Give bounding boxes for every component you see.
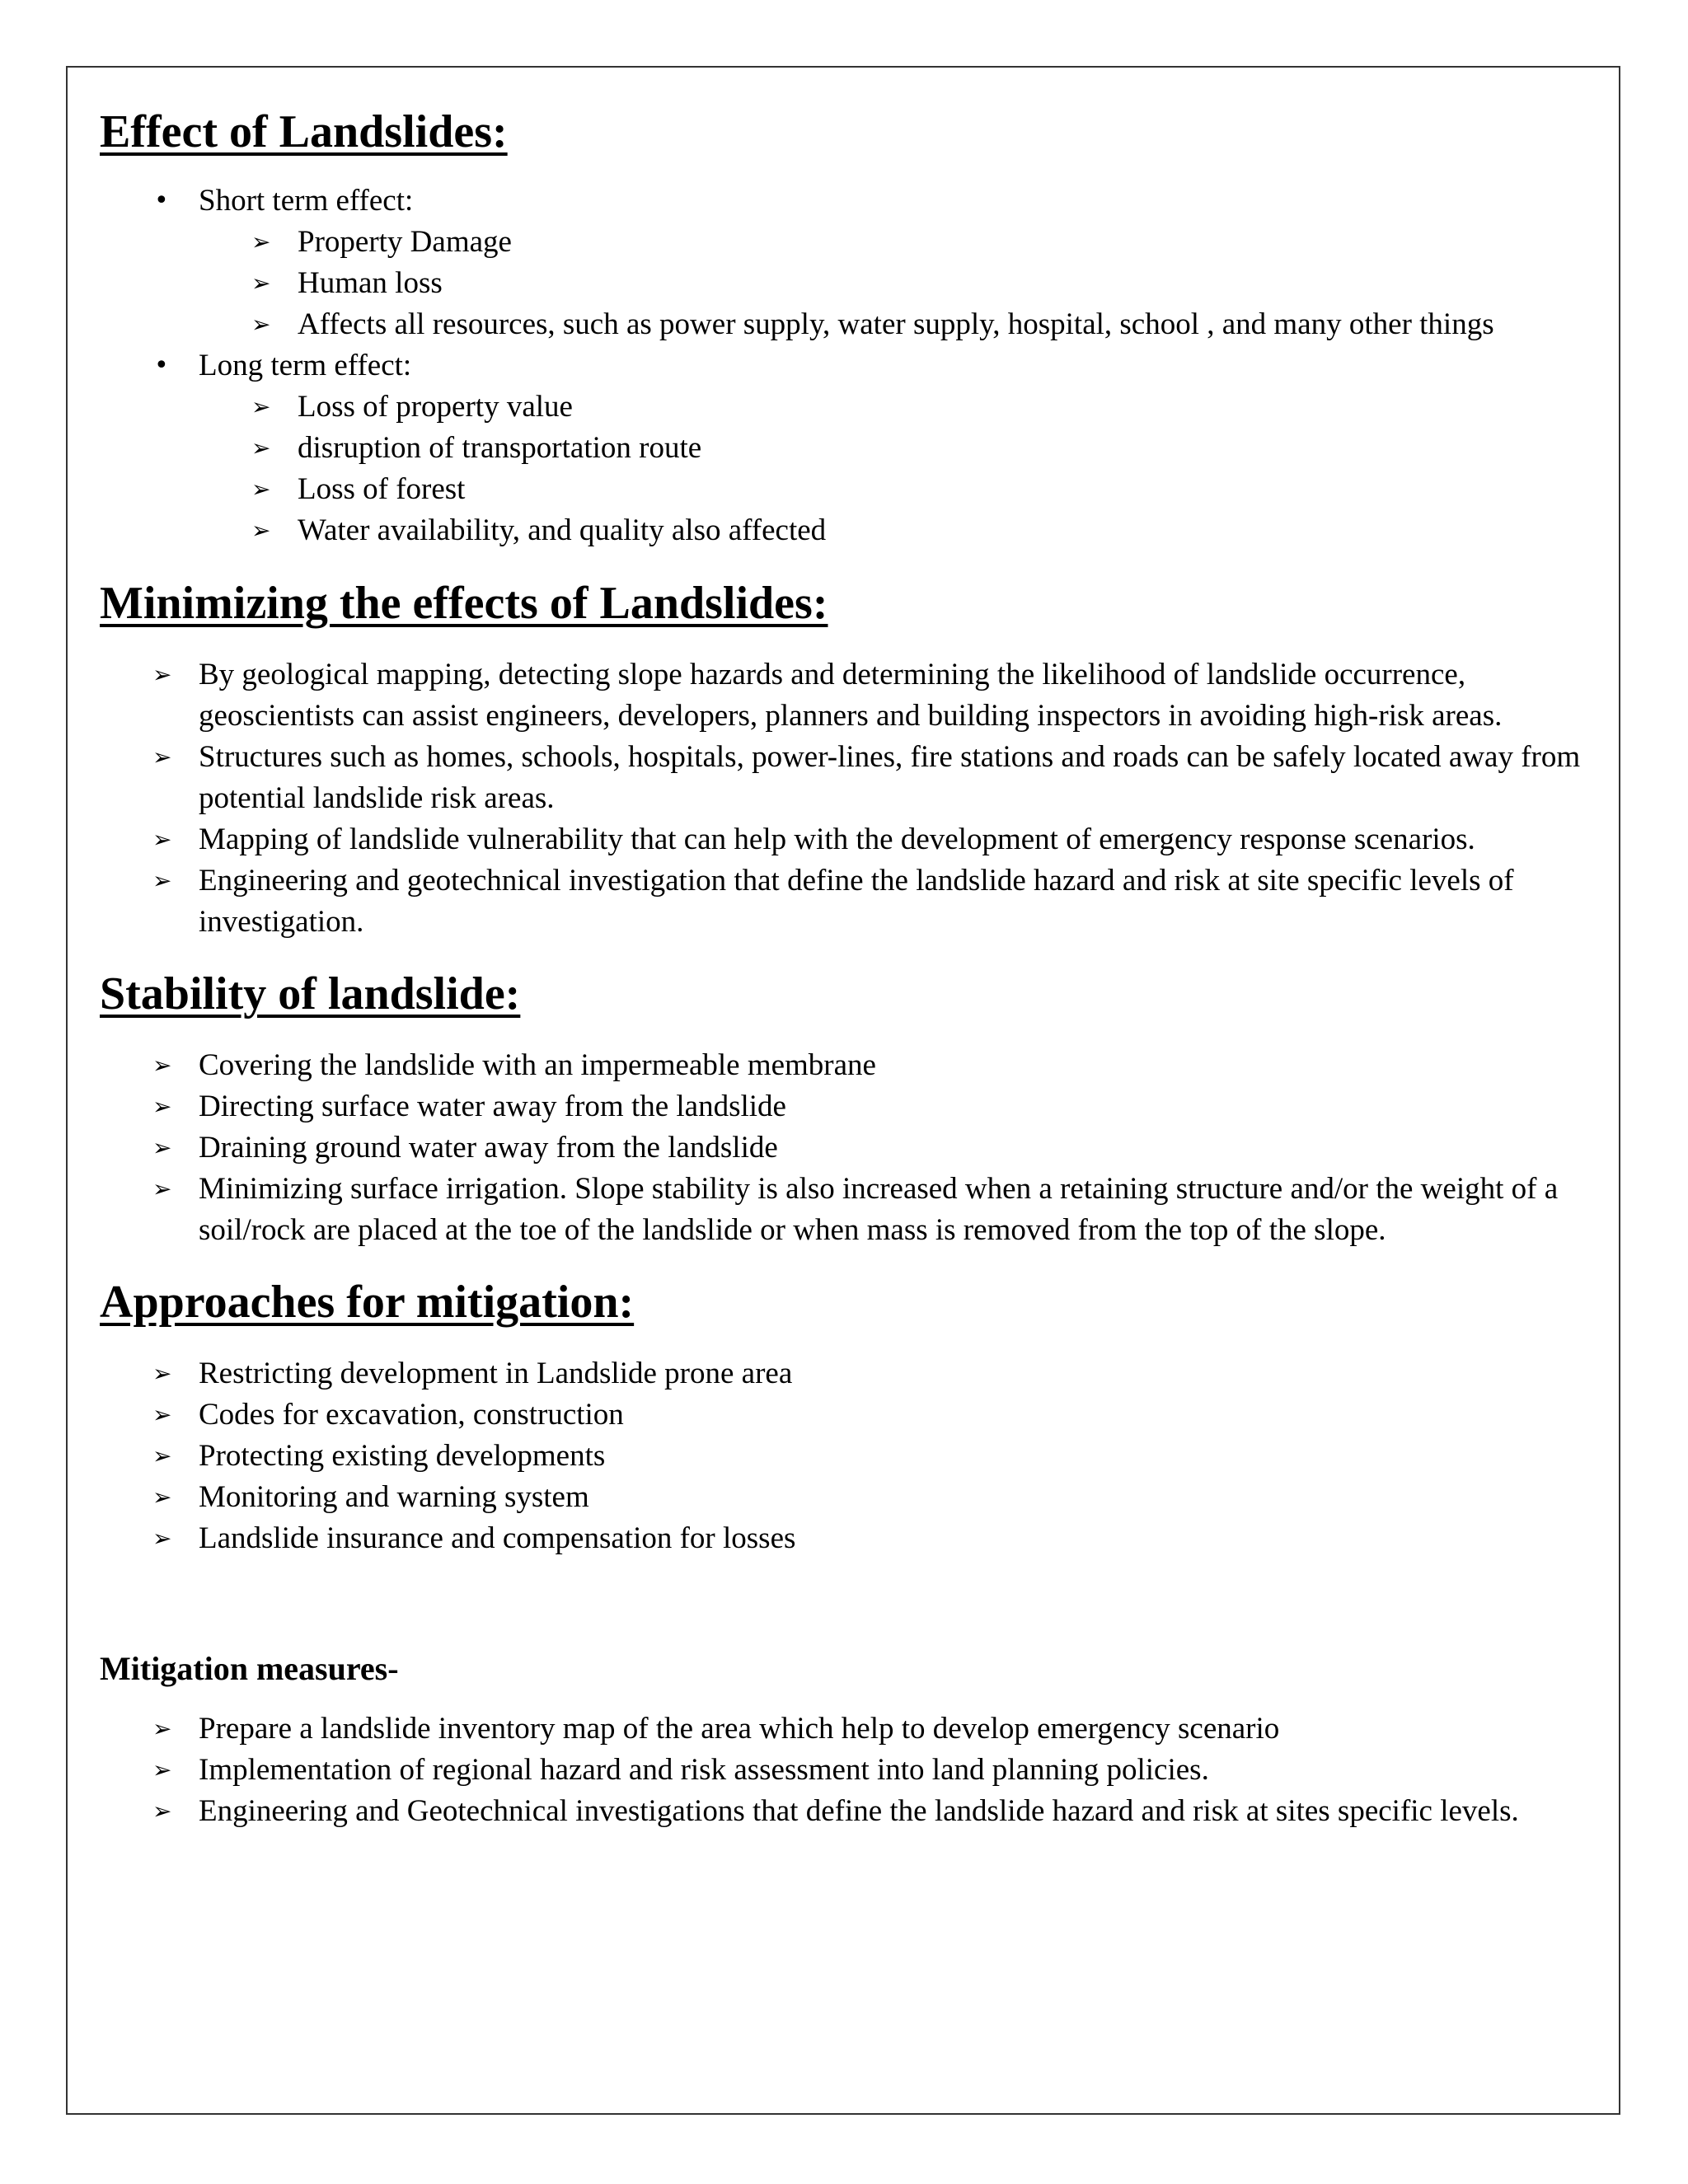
heading-approaches: Approaches for mitigation: (100, 1277, 635, 1328)
list-item (100, 510, 1587, 551)
list-item (100, 1791, 1587, 1832)
short-term-label: Short term effect: (199, 184, 414, 218)
arrow-bullet-icon: ➢ (152, 826, 172, 853)
list-item-text: Structures such as homes, schools, hospitals, power-lines, fire stations and roads can be safely located away from potential landslide risk areas. (199, 740, 1581, 815)
list-item (100, 1518, 1587, 1559)
arrow-bullet-icon: ➢ (152, 1525, 172, 1552)
list-item (100, 819, 1587, 860)
list-item-short-term (100, 180, 1587, 345)
list-item-text: Monitoring and warning system (199, 1480, 589, 1514)
list-item-text: Property Damage (298, 225, 512, 259)
list-item-text: Draining ground water away from the landslide (199, 1131, 778, 1165)
short-term-list (100, 222, 1587, 345)
list-item (100, 387, 1587, 428)
arrow-bullet-icon: ➢ (152, 1360, 172, 1387)
heading-effect-of-landslides: Effect of Landslides: (100, 106, 508, 157)
document-body (100, 101, 1587, 1832)
list-item-text: Affects all resources, such as power supply, water supply, hospital, school , and many other things (298, 307, 1494, 341)
list-item-text: Implementation of regional hazard and risk assessment into land planning policies. (199, 1753, 1209, 1787)
list-item-text: Covering the landslide with an impermeable membrane (199, 1048, 876, 1082)
list-item (100, 304, 1587, 345)
stability-list (100, 1045, 1587, 1251)
effects-list (100, 180, 1587, 551)
measures-list (100, 1708, 1587, 1832)
section-minimizing-effects (100, 572, 1587, 943)
list-item (100, 263, 1587, 304)
heading-minimizing-effects: Minimizing the effects of Landslides: (100, 578, 828, 629)
bullet-icon: • (154, 186, 169, 215)
list-item (100, 1394, 1587, 1436)
list-item-text: Mapping of landslide vulnerability that can help with the development of emergency response scenarios. (199, 823, 1475, 856)
arrow-bullet-icon: ➢ (251, 269, 271, 297)
heading-stability: Stability of landslide: (100, 968, 521, 1019)
arrow-bullet-icon: ➢ (251, 393, 271, 420)
arrow-bullet-icon: ➢ (152, 1797, 172, 1825)
list-item (100, 428, 1587, 469)
arrow-bullet-icon: ➢ (152, 1401, 172, 1428)
list-item (100, 1750, 1587, 1791)
arrow-bullet-icon: ➢ (152, 1756, 172, 1783)
list-item-text: Loss of property value (298, 390, 573, 424)
list-item (100, 1436, 1587, 1477)
approaches-list (100, 1353, 1587, 1559)
list-item-text: Loss of forest (298, 472, 466, 506)
section-stability (100, 963, 1587, 1251)
arrow-bullet-icon: ➢ (152, 1483, 172, 1511)
bullet-icon: • (154, 351, 169, 380)
list-item-text: Restricting development in Landslide prone area (199, 1357, 793, 1390)
arrow-bullet-icon: ➢ (251, 228, 271, 255)
list-item-text: By geological mapping, detecting slope hazards and determining the likelihood of landslide occurrence, geoscientists can assist engineers, developers, planners and building inspectors in avoiding high-risk areas. (199, 658, 1503, 733)
list-item (100, 860, 1587, 943)
section-effect-of-landslides (100, 101, 1587, 551)
section-mitigation-measures (100, 1646, 1587, 1832)
long-term-list (100, 387, 1587, 551)
list-item-text: Protecting existing developments (199, 1439, 606, 1473)
arrow-bullet-icon: ➢ (251, 517, 271, 544)
arrow-bullet-icon: ➢ (152, 1442, 172, 1469)
arrow-bullet-icon: ➢ (152, 1715, 172, 1742)
list-item-text: Directing surface water away from the landslide (199, 1090, 786, 1123)
arrow-bullet-icon: ➢ (251, 311, 271, 338)
arrow-bullet-icon: ➢ (152, 661, 172, 688)
arrow-bullet-icon: ➢ (152, 1175, 172, 1202)
list-item (100, 654, 1587, 737)
list-item-text: Engineering and Geotechnical investigations that define the landslide hazard and risk at sites specific levels. (199, 1794, 1519, 1828)
list-item (100, 469, 1587, 510)
long-term-label: Long term effect: (199, 349, 412, 382)
list-item (100, 1708, 1587, 1750)
list-item (100, 1045, 1587, 1086)
list-item-text: Prepare a landslide inventory map of the area which help to develop emergency scenario (199, 1712, 1280, 1746)
list-item (100, 1127, 1587, 1169)
arrow-bullet-icon: ➢ (152, 1093, 172, 1120)
list-item-text: disruption of transportation route (298, 431, 702, 465)
arrow-bullet-icon: ➢ (251, 476, 271, 503)
list-item (100, 737, 1587, 819)
list-item (100, 1353, 1587, 1394)
list-item (100, 1169, 1587, 1251)
arrow-bullet-icon: ➢ (251, 434, 271, 462)
arrow-bullet-icon: ➢ (152, 867, 172, 894)
list-item-text: Engineering and geotechnical investigation that define the landslide hazard and risk at site specific levels of investigation. (199, 864, 1514, 939)
list-item-text: Landslide insurance and compensation for losses (199, 1521, 796, 1555)
minimizing-list (100, 654, 1587, 943)
list-item (100, 222, 1587, 263)
list-item (100, 1086, 1587, 1127)
list-item (100, 1477, 1587, 1518)
heading-mitigation-measures: Mitigation measures- (100, 1650, 399, 1687)
arrow-bullet-icon: ➢ (152, 1134, 172, 1161)
section-approaches (100, 1271, 1587, 1559)
list-item-text: Water availability, and quality also affected (298, 513, 827, 547)
list-item-text: Minimizing surface irrigation. Slope stability is also increased when a retaining structure and/or the weight of a soil/rock are placed at the toe of the landslide or when mass is removed from the top of the slope. (199, 1172, 1559, 1247)
list-item-long-term (100, 345, 1587, 551)
arrow-bullet-icon: ➢ (152, 1052, 172, 1079)
list-item-text: Human loss (298, 266, 443, 300)
list-item-text: Codes for excavation, construction (199, 1398, 624, 1432)
arrow-bullet-icon: ➢ (152, 743, 172, 771)
